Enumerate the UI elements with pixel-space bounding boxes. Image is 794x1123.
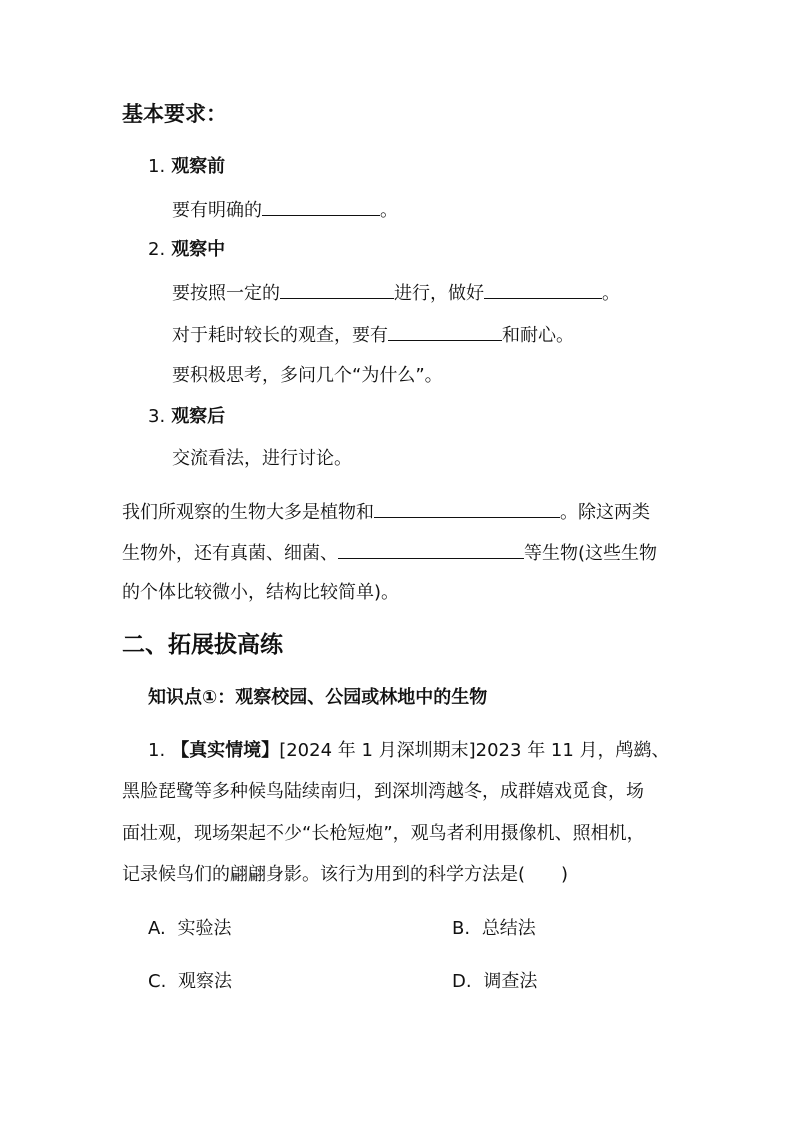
- item-2-heading: [148, 238, 225, 262]
- item-1-head: 观察前: [171, 156, 226, 177]
- paragraph-line-1: [122, 499, 650, 525]
- item-1-line-1: [172, 197, 398, 223]
- text-segment: 等生物(这些生物: [524, 543, 658, 564]
- text-segment: 要有明确的: [172, 200, 262, 221]
- question-1-line-2: 黑脸琵鹭等多种候鸟陆续南归，到深圳湾越冬，成群嬉戏觅食，场: [122, 781, 644, 802]
- text-segment: 要按照一定的: [172, 283, 280, 304]
- option-d[interactable]: [452, 970, 537, 994]
- text-segment: 。除这两类: [560, 502, 650, 523]
- item-2-line-1: [172, 280, 620, 306]
- option-text: 调查法: [483, 971, 538, 992]
- question-1-number: 1.: [148, 740, 166, 761]
- item-2-line-2: [172, 322, 574, 348]
- section-title-extension: 二、拓展拔高练: [122, 632, 283, 658]
- item-2-head: 观察中: [171, 239, 226, 260]
- item-2-line-3: 要积极思考，多问几个“为什么”。: [172, 365, 443, 386]
- question-1-tag: 【真实情境】: [171, 740, 280, 761]
- option-label: C.: [148, 971, 167, 992]
- section-title-basic-requirements: 基本要求：: [122, 102, 227, 126]
- option-text: 实验法: [177, 918, 232, 939]
- text-segment: 进行，做好: [394, 283, 484, 304]
- option-label: D.: [452, 971, 472, 992]
- text-segment: 和耐心。: [502, 325, 574, 346]
- item-3-heading: [148, 405, 225, 429]
- item-1-number: 1.: [148, 156, 166, 177]
- text-segment: 。: [602, 283, 620, 304]
- item-3-number: 3.: [148, 406, 166, 427]
- text-segment: 生物外，还有真菌、细菌、: [122, 543, 338, 564]
- fill-blank: [484, 280, 602, 299]
- knowledge-point: 知识点①：观察校园、公园或林地中的生物: [148, 687, 488, 708]
- paragraph-line-2: [122, 540, 657, 566]
- fill-blank: [374, 499, 560, 518]
- item-3-line-1: 交流看法，进行讨论。: [172, 448, 352, 469]
- text-segment: [2024 年 1 月深圳期末]2023 年 11 月，鸬鹚、: [279, 740, 670, 761]
- text-segment: 对于耗时较长的观查，要有: [172, 325, 388, 346]
- fill-blank: [262, 197, 380, 216]
- fill-blank: [388, 322, 502, 341]
- paragraph-line-3: 的个体比较微小，结构比较简单)。: [122, 582, 400, 603]
- option-b[interactable]: [452, 917, 536, 941]
- fill-blank: [338, 540, 524, 559]
- option-text: 总结法: [481, 918, 536, 939]
- question-1-line-4: 记录候鸟们的翩翩身影。该行为用到的科学方法是( ): [122, 864, 569, 885]
- text-segment: 我们所观察的生物大多是植物和: [122, 502, 374, 523]
- option-a[interactable]: [148, 917, 231, 941]
- option-c[interactable]: [148, 970, 232, 994]
- fill-blank: [280, 280, 394, 299]
- question-1-line-3: 面壮观，现场架起不少“长枪短炮”，观鸟者利用摄像机、照相机，: [122, 823, 645, 844]
- item-3-head: 观察后: [171, 406, 226, 427]
- item-1-heading: [148, 155, 225, 179]
- text-segment: 。: [380, 200, 398, 221]
- option-label: B.: [452, 918, 471, 939]
- option-text: 观察法: [178, 971, 233, 992]
- option-label: A.: [148, 918, 166, 939]
- question-1-line-1: [148, 739, 670, 763]
- item-2-number: 2.: [148, 239, 166, 260]
